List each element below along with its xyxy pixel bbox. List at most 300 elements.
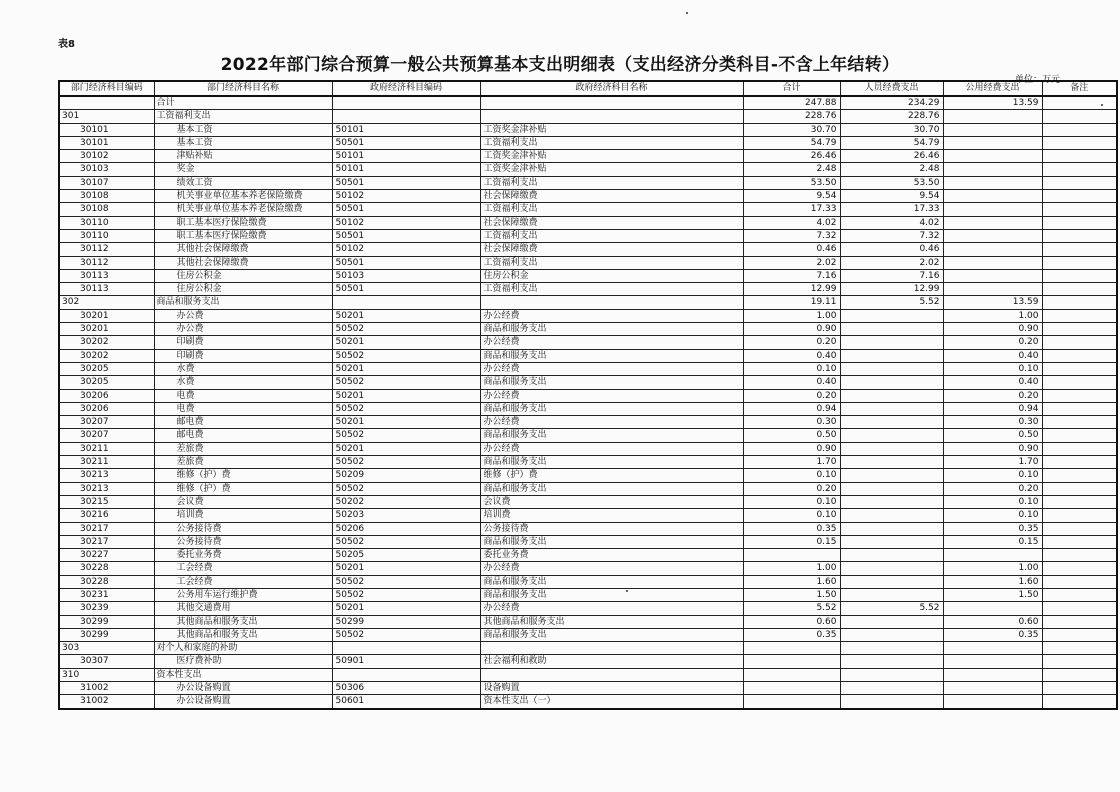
cell-gov-name: 设备购置	[480, 682, 743, 695]
cell-gov-code: 50201	[332, 362, 480, 375]
cell-personnel: 7.32	[840, 229, 943, 242]
cell-public: 0.60	[943, 615, 1042, 628]
cell-gov-code: 50601	[332, 695, 480, 709]
cell-dept-code: 30103	[59, 163, 154, 176]
cell-public: 0.30	[943, 416, 1042, 429]
cell-dept-code: 30107	[59, 176, 154, 189]
cell-gov-name: 商品和服务支出	[480, 402, 743, 415]
cell-dept-name: 办公费	[154, 323, 332, 336]
cell-total: 0.50	[743, 429, 840, 442]
cell-dept-name: 电费	[154, 402, 332, 415]
cell-public	[943, 283, 1042, 296]
cell-personnel: 7.16	[840, 269, 943, 282]
cell-personnel: 4.02	[840, 216, 943, 229]
cell-public: 0.94	[943, 402, 1042, 415]
cell-gov-name	[480, 96, 743, 110]
cell-gov-name: 资本性支出（一）	[480, 695, 743, 709]
cell-note	[1042, 362, 1117, 375]
cell-dept-code: 30205	[59, 376, 154, 389]
cell-note	[1042, 482, 1117, 495]
cell-personnel	[840, 389, 943, 402]
cell-note	[1042, 456, 1117, 469]
table-row	[59, 655, 1117, 668]
cell-personnel	[840, 522, 943, 535]
cell-dept-code: 30215	[59, 495, 154, 508]
cell-gov-name: 工资福利支出	[480, 283, 743, 296]
cell-personnel	[840, 562, 943, 575]
table-row	[59, 535, 1117, 548]
cell-gov-name: 公务接待费	[480, 522, 743, 535]
cell-gov-code: 50502	[332, 575, 480, 588]
table-row	[59, 575, 1117, 588]
cell-public: 0.20	[943, 482, 1042, 495]
table-row	[59, 695, 1117, 709]
cell-public: 0.40	[943, 349, 1042, 362]
cell-gov-code: 50203	[332, 509, 480, 522]
cell-note	[1042, 509, 1117, 522]
cell-total: 1.00	[743, 309, 840, 322]
cell-total: 9.54	[743, 190, 840, 203]
cell-total: 0.40	[743, 376, 840, 389]
table-row	[59, 309, 1117, 322]
cell-total: 0.90	[743, 323, 840, 336]
cell-dept-code: 30113	[59, 283, 154, 296]
cell-total: 228.76	[743, 110, 840, 123]
cell-gov-code	[332, 296, 480, 309]
cell-gov-name: 办公经费	[480, 602, 743, 615]
cell-dept-code: 30216	[59, 509, 154, 522]
cell-gov-name	[480, 668, 743, 681]
table-row	[59, 336, 1117, 349]
cell-gov-name: 社会保障缴费	[480, 216, 743, 229]
cell-dept-code: 30207	[59, 416, 154, 429]
cell-gov-code: 50209	[332, 469, 480, 482]
cell-gov-code: 50901	[332, 655, 480, 668]
cell-total: 0.90	[743, 442, 840, 455]
cell-note	[1042, 668, 1117, 681]
cell-dept-name: 工会经费	[154, 575, 332, 588]
header-personnel: 人员经费支出	[840, 81, 943, 96]
cell-personnel	[840, 376, 943, 389]
table-row	[59, 190, 1117, 203]
cell-note	[1042, 163, 1117, 176]
cell-public: 1.70	[943, 456, 1042, 469]
cell-dept-name: 机关事业单位基本养老保险缴费	[154, 203, 332, 216]
table-row	[59, 456, 1117, 469]
cell-note	[1042, 549, 1117, 562]
table-row	[59, 229, 1117, 242]
cell-gov-name: 工资福利支出	[480, 136, 743, 149]
cell-total: 4.02	[743, 216, 840, 229]
cell-gov-name: 办公经费	[480, 442, 743, 455]
cell-total: 1.50	[743, 588, 840, 601]
table-row	[59, 323, 1117, 336]
cell-personnel: 12.99	[840, 283, 943, 296]
cell-gov-name: 其他商品和服务支出	[480, 615, 743, 628]
cell-note	[1042, 562, 1117, 575]
table-row	[59, 588, 1117, 601]
cell-note	[1042, 389, 1117, 402]
cell-total: 2.02	[743, 256, 840, 269]
scan-speck	[686, 12, 688, 14]
table-row	[59, 96, 1117, 110]
cell-total: 1.60	[743, 575, 840, 588]
cell-dept-code: 30211	[59, 456, 154, 469]
cell-personnel	[840, 402, 943, 415]
table-row	[59, 389, 1117, 402]
cell-gov-code: 50101	[332, 163, 480, 176]
cell-dept-code: 30213	[59, 482, 154, 495]
cell-gov-code: 50206	[332, 522, 480, 535]
cell-public	[943, 150, 1042, 163]
cell-personnel	[840, 588, 943, 601]
cell-personnel: 5.52	[840, 296, 943, 309]
cell-dept-code: 30207	[59, 429, 154, 442]
header-dept-code: 部门经济科目编码	[59, 81, 154, 96]
cell-note	[1042, 110, 1117, 123]
cell-personnel: 26.46	[840, 150, 943, 163]
cell-gov-name	[480, 110, 743, 123]
cell-gov-code: 50102	[332, 243, 480, 256]
cell-dept-name: 资本性支出	[154, 668, 332, 681]
cell-dept-code: 30110	[59, 229, 154, 242]
cell-total: 0.20	[743, 389, 840, 402]
cell-dept-name: 维修（护）费	[154, 469, 332, 482]
cell-public: 0.90	[943, 323, 1042, 336]
cell-public: 0.90	[943, 442, 1042, 455]
cell-note	[1042, 682, 1117, 695]
cell-gov-name: 办公经费	[480, 362, 743, 375]
table-row	[59, 682, 1117, 695]
cell-dept-name: 委托业务费	[154, 549, 332, 562]
cell-total: 1.00	[743, 562, 840, 575]
cell-gov-name: 维修（护）费	[480, 469, 743, 482]
cell-note	[1042, 615, 1117, 628]
table-row	[59, 243, 1117, 256]
cell-dept-name: 水费	[154, 376, 332, 389]
table-row	[59, 203, 1117, 216]
cell-note	[1042, 309, 1117, 322]
cell-gov-code: 50502	[332, 402, 480, 415]
cell-gov-name: 工资福利支出	[480, 229, 743, 242]
cell-dept-code: 30101	[59, 136, 154, 149]
cell-dept-code: 30101	[59, 123, 154, 136]
cell-note	[1042, 176, 1117, 189]
cell-note	[1042, 243, 1117, 256]
cell-dept-name: 维修（护）费	[154, 482, 332, 495]
cell-gov-name: 商品和服务支出	[480, 588, 743, 601]
table-row	[59, 429, 1117, 442]
cell-dept-name: 邮电费	[154, 416, 332, 429]
cell-dept-code	[59, 96, 154, 110]
cell-dept-code: 30299	[59, 628, 154, 641]
cell-dept-code: 30110	[59, 216, 154, 229]
cell-total: 0.60	[743, 615, 840, 628]
cell-personnel	[840, 628, 943, 641]
cell-total: 0.10	[743, 362, 840, 375]
cell-gov-code: 50205	[332, 549, 480, 562]
table-row	[59, 176, 1117, 189]
header-dept-name: 部门经济科目名称	[154, 81, 332, 96]
cell-total: 7.16	[743, 269, 840, 282]
cell-gov-name: 社会保障缴费	[480, 190, 743, 203]
cell-gov-code: 50201	[332, 309, 480, 322]
cell-gov-name: 商品和服务支出	[480, 376, 743, 389]
cell-dept-name: 其他商品和服务支出	[154, 615, 332, 628]
cell-personnel	[840, 535, 943, 548]
cell-gov-code: 50201	[332, 336, 480, 349]
cell-dept-name: 职工基本医疗保险缴费	[154, 216, 332, 229]
budget-table	[58, 80, 1118, 710]
cell-public	[943, 110, 1042, 123]
cell-public: 0.20	[943, 389, 1042, 402]
cell-dept-code: 30108	[59, 190, 154, 203]
cell-public	[943, 549, 1042, 562]
cell-note	[1042, 575, 1117, 588]
cell-public	[943, 269, 1042, 282]
table-row	[59, 402, 1117, 415]
cell-total: 54.79	[743, 136, 840, 149]
cell-gov-code: 50502	[332, 323, 480, 336]
cell-note	[1042, 323, 1117, 336]
cell-total	[743, 668, 840, 681]
cell-dept-name: 邮电费	[154, 429, 332, 442]
cell-personnel	[840, 509, 943, 522]
cell-personnel	[840, 575, 943, 588]
cell-dept-name: 机关事业单位基本养老保险缴费	[154, 190, 332, 203]
cell-gov-code: 50502	[332, 456, 480, 469]
cell-dept-code: 30108	[59, 203, 154, 216]
cell-gov-name: 办公经费	[480, 389, 743, 402]
cell-gov-code: 50103	[332, 269, 480, 282]
cell-public	[943, 642, 1042, 655]
header-total: 合计	[743, 81, 840, 96]
cell-dept-code: 30213	[59, 469, 154, 482]
table-row	[59, 549, 1117, 562]
cell-personnel: 228.76	[840, 110, 943, 123]
cell-dept-name: 住房公积金	[154, 269, 332, 282]
cell-gov-code	[332, 668, 480, 681]
table-row	[59, 163, 1117, 176]
cell-dept-name: 职工基本医疗保险缴费	[154, 229, 332, 242]
cell-public: 0.50	[943, 429, 1042, 442]
cell-personnel	[840, 495, 943, 508]
cell-total: 7.32	[743, 229, 840, 242]
cell-note	[1042, 429, 1117, 442]
cell-total: 1.70	[743, 456, 840, 469]
cell-gov-code	[332, 96, 480, 110]
cell-total	[743, 642, 840, 655]
cell-dept-code: 30206	[59, 402, 154, 415]
cell-gov-code: 50101	[332, 123, 480, 136]
table-row	[59, 469, 1117, 482]
cell-gov-name: 商品和服务支出	[480, 535, 743, 548]
cell-gov-code: 50502	[332, 628, 480, 641]
cell-dept-name: 办公设备购置	[154, 695, 332, 709]
cell-dept-code: 30228	[59, 575, 154, 588]
cell-public: 0.20	[943, 336, 1042, 349]
cell-dept-name: 办公设备购置	[154, 682, 332, 695]
cell-total: 247.88	[743, 96, 840, 110]
cell-note	[1042, 336, 1117, 349]
cell-personnel	[840, 469, 943, 482]
header-gov-code: 政府经济科目编码	[332, 81, 480, 96]
cell-total	[743, 682, 840, 695]
cell-gov-name: 商品和服务支出	[480, 575, 743, 588]
cell-total	[743, 549, 840, 562]
cell-gov-code: 50202	[332, 495, 480, 508]
cell-dept-name: 公务接待费	[154, 522, 332, 535]
cell-dept-name: 公务接待费	[154, 535, 332, 548]
cell-dept-name: 医疗费补助	[154, 655, 332, 668]
cell-total: 0.10	[743, 469, 840, 482]
cell-dept-name: 工会经费	[154, 562, 332, 575]
cell-dept-name: 差旅费	[154, 442, 332, 455]
table-row	[59, 562, 1117, 575]
table-row	[59, 668, 1117, 681]
cell-gov-name	[480, 296, 743, 309]
cell-personnel: 17.33	[840, 203, 943, 216]
cell-gov-code: 50502	[332, 588, 480, 601]
cell-personnel: 30.70	[840, 123, 943, 136]
cell-public: 1.60	[943, 575, 1042, 588]
cell-personnel: 54.79	[840, 136, 943, 149]
cell-dept-name: 会议费	[154, 495, 332, 508]
cell-dept-code: 310	[59, 668, 154, 681]
table-row	[59, 269, 1117, 282]
table-body	[59, 96, 1117, 709]
table-row	[59, 602, 1117, 615]
cell-dept-code: 30112	[59, 256, 154, 269]
cell-dept-code: 30205	[59, 362, 154, 375]
cell-public	[943, 176, 1042, 189]
cell-personnel: 2.02	[840, 256, 943, 269]
cell-total: 26.46	[743, 150, 840, 163]
cell-gov-code: 50299	[332, 615, 480, 628]
cell-gov-name: 商品和服务支出	[480, 323, 743, 336]
table-row	[59, 615, 1117, 628]
cell-personnel	[840, 442, 943, 455]
cell-dept-code: 30227	[59, 549, 154, 562]
cell-gov-code: 50502	[332, 349, 480, 362]
cell-note	[1042, 442, 1117, 455]
cell-gov-name: 工资奖金津补贴	[480, 123, 743, 136]
cell-note	[1042, 535, 1117, 548]
cell-personnel: 0.46	[840, 243, 943, 256]
cell-dept-name: 对个人和家庭的补助	[154, 642, 332, 655]
cell-dept-code: 30201	[59, 323, 154, 336]
cell-total: 0.10	[743, 509, 840, 522]
cell-personnel	[840, 362, 943, 375]
cell-gov-code: 50501	[332, 176, 480, 189]
cell-dept-code: 31002	[59, 695, 154, 709]
cell-dept-name: 工资福利支出	[154, 110, 332, 123]
cell-total: 17.33	[743, 203, 840, 216]
cell-gov-name: 商品和服务支出	[480, 628, 743, 641]
cell-gov-code: 50102	[332, 190, 480, 203]
cell-total: 19.11	[743, 296, 840, 309]
cell-public	[943, 602, 1042, 615]
cell-dept-code: 30202	[59, 349, 154, 362]
cell-total: 53.50	[743, 176, 840, 189]
cell-gov-name: 商品和服务支出	[480, 429, 743, 442]
cell-personnel: 9.54	[840, 190, 943, 203]
cell-dept-code: 30202	[59, 336, 154, 349]
cell-public: 0.10	[943, 362, 1042, 375]
cell-public: 13.59	[943, 296, 1042, 309]
cell-public: 0.35	[943, 628, 1042, 641]
cell-dept-code: 301	[59, 110, 154, 123]
cell-personnel	[840, 668, 943, 681]
cell-dept-code: 30113	[59, 269, 154, 282]
cell-dept-code: 30112	[59, 243, 154, 256]
cell-gov-name: 培训费	[480, 509, 743, 522]
cell-dept-name: 津贴补贴	[154, 150, 332, 163]
cell-public: 0.35	[943, 522, 1042, 535]
cell-total: 0.35	[743, 628, 840, 641]
cell-gov-code: 50201	[332, 389, 480, 402]
cell-public: 0.10	[943, 509, 1042, 522]
cell-dept-code: 30201	[59, 309, 154, 322]
cell-gov-name: 住房公积金	[480, 269, 743, 282]
cell-total	[743, 695, 840, 709]
table-row	[59, 123, 1117, 136]
cell-note	[1042, 283, 1117, 296]
cell-dept-name: 其他商品和服务支出	[154, 628, 332, 641]
cell-note	[1042, 602, 1117, 615]
table-row	[59, 110, 1117, 123]
cell-gov-name: 商品和服务支出	[480, 349, 743, 362]
cell-dept-code: 30231	[59, 588, 154, 601]
table-row	[59, 362, 1117, 375]
cell-note	[1042, 628, 1117, 641]
cell-public: 1.50	[943, 588, 1042, 601]
table-row	[59, 442, 1117, 455]
cell-gov-code: 50501	[332, 203, 480, 216]
cell-dept-name: 合计	[154, 96, 332, 110]
table-row	[59, 349, 1117, 362]
cell-gov-code: 50502	[332, 429, 480, 442]
cell-total: 0.20	[743, 482, 840, 495]
table-row	[59, 296, 1117, 309]
cell-gov-name: 办公经费	[480, 309, 743, 322]
cell-note	[1042, 416, 1117, 429]
cell-gov-name: 商品和服务支出	[480, 482, 743, 495]
cell-gov-name: 工资福利支出	[480, 256, 743, 269]
cell-personnel: 53.50	[840, 176, 943, 189]
table-row	[59, 376, 1117, 389]
cell-gov-name: 工资福利支出	[480, 176, 743, 189]
cell-dept-code: 30102	[59, 150, 154, 163]
cell-dept-name: 其他社会保障缴费	[154, 243, 332, 256]
cell-dept-code: 30307	[59, 655, 154, 668]
cell-gov-code: 50502	[332, 535, 480, 548]
table-row	[59, 216, 1117, 229]
cell-dept-name: 印刷费	[154, 349, 332, 362]
cell-note	[1042, 349, 1117, 362]
cell-gov-name: 工资奖金津补贴	[480, 150, 743, 163]
cell-gov-code: 50102	[332, 216, 480, 229]
cell-gov-code	[332, 110, 480, 123]
cell-gov-name: 办公经费	[480, 336, 743, 349]
cell-dept-name: 电费	[154, 389, 332, 402]
cell-public: 0.10	[943, 495, 1042, 508]
cell-gov-name: 工资福利支出	[480, 203, 743, 216]
header-gov-name: 政府经济科目名称	[480, 81, 743, 96]
table-row	[59, 628, 1117, 641]
cell-gov-name: 商品和服务支出	[480, 456, 743, 469]
cell-gov-code: 50306	[332, 682, 480, 695]
